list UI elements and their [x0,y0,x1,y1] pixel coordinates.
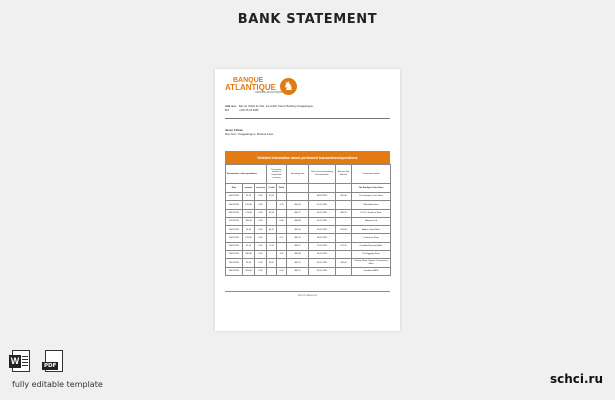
table-cell: XOF [255,251,267,259]
table-cell: XOF [255,209,267,217]
table-row [226,259,391,267]
footer-rule [225,291,390,292]
table-cell [336,267,352,275]
table-cell: Lindamaro Shop [352,234,391,242]
table-subheader [309,184,336,193]
table-cell: 15/01/2022 [226,234,243,242]
table-cell: 485,14 [287,226,309,234]
table-cell: 486,17 [287,242,309,250]
table-row [226,234,391,242]
table-cell: P.O.S - Goods In Store [352,209,391,217]
page-title: BANK STATEMENT [237,12,378,27]
transactions-banner: Detailed information about performed transactions/operations [225,151,390,164]
table-row [226,217,391,225]
site-name: schci.ru [549,372,603,386]
bank-address [225,105,395,113]
table-cell: 26-01-2022 [309,259,336,267]
table-cell: 11/01/2022 [226,217,243,225]
table-cell: 43,13 [267,209,277,217]
table-cell [277,193,287,201]
table-cell: 21,26 [243,242,255,250]
table-cell: The Sandytre Cairo Store [352,193,391,201]
table-cell: 19/01/2022 [226,251,243,259]
table-cell: 480,88 [287,251,309,259]
table-cell: 71,51 [267,242,277,250]
table-cell: 317,25 [336,242,352,250]
table-cell: 20-01-2022 [309,251,336,259]
table-cell: 09-01-2022 [309,209,336,217]
table-cell: 486,73 [287,259,309,267]
table-row [226,209,391,217]
table-subheader: The Sandytre Cairo Store [352,184,391,193]
table-cell: 316,02 [336,259,352,267]
table-cell [336,234,352,242]
table-cell: 07-01-2022 [309,201,336,209]
table-subheader [336,184,352,193]
table-cell [336,201,352,209]
table-cell [336,251,352,259]
table-subheader: currency [255,184,267,193]
table-cell: 18-01-2022 [309,234,336,242]
logo-tagline: GROUPE ATLANTIQUE [255,91,282,94]
table-cell: Grocery Store Organic Convenience Store [352,259,391,267]
table-cell: Holocene Ltd [352,217,391,225]
table-cell: 396,08 [243,217,255,225]
table-cell: XOF [255,217,267,225]
table-cell: Wahalaba home [352,201,391,209]
table-row [226,193,391,201]
table-header: Exchange rate [287,165,309,184]
table-cell: XOF [255,193,267,201]
pdf-label: PDF [44,363,57,369]
table-cell [336,217,352,225]
table-row [226,267,391,275]
table-cell: 26/01/2022 [226,259,243,267]
table-cell: XOF [255,226,267,234]
table-cell: 08/01/2022 [226,209,243,217]
table-cell: XOF [255,242,267,250]
table-cell: 09/01/2022 [309,193,336,201]
table-cell: 230,88 [243,251,255,259]
table-cell: Chorillab Bicycling Rides [352,242,391,250]
table-cell: 15-01-2022 [309,226,336,234]
pdf-icon [45,350,63,372]
table-cell [267,217,277,225]
table-cell: 44,17 [267,226,277,234]
table-cell: XOF [255,267,267,275]
divider [225,118,390,119]
table-subheader: Credit [267,184,277,193]
table-cell: XOF [255,259,267,267]
table-cell: 25,46 [243,259,255,267]
bank-logo [225,77,282,94]
transactions-table [225,164,391,276]
table-cell: 1,23 [277,201,287,209]
customer-address: Rue Non, Ouagadougou, Burkina Faso [225,132,274,136]
table-cell: Adidas Outlet Store [352,226,391,234]
table-cell: 215,08 [243,201,255,209]
phone-label: Tel [225,109,229,112]
logo-line1: BANQUE [233,77,264,84]
address-label: Add ress [225,105,237,108]
table-row [226,251,391,259]
table-cell [277,242,287,250]
table-cell: 25,45 [243,226,255,234]
table-cell: 485,44 [287,201,309,209]
word-letter: W [10,356,20,366]
editable-caption: fully editable template [12,380,103,389]
table-cell: The Eggplog Store [352,251,391,259]
table-cell: 06/01/2022 [226,193,243,201]
table-cell: XOF [255,201,267,209]
table-cell: 0,88 [277,217,287,225]
address-value: Ban de l'Hôtel de Ville, Immeuble Tiranro Building Ouagadougou, [239,105,314,108]
table-cell: 0,93 [277,267,287,275]
table-cell: 173,08 [243,209,255,217]
table-row [226,201,391,209]
table-cell [267,234,277,242]
table-cell: 353,48 [243,267,255,275]
footer-text: End of statement [298,294,317,297]
table-cell [287,193,309,201]
table-subheader: Date [226,184,243,193]
table-cell [277,259,287,267]
table-cell [277,209,287,217]
table-cell: 25,25 [243,193,255,201]
table-cell: 16/01/2022 [226,242,243,250]
table-subheader: amount [243,184,255,193]
table-subheader [287,184,309,193]
table-cell: 259,08 [336,226,352,234]
table-cell: 29-01-2022 [309,267,336,275]
table-group-header: Transactions, other operations [226,165,267,184]
table-header: Account Net balance [336,165,352,184]
table-row [226,226,391,234]
table-cell: 28/01/2022 [226,267,243,275]
table-cell [267,267,277,275]
table-header: Transaction amount in transaction currency [267,165,287,184]
logo-line2: ATLANTIQUE [225,83,276,92]
table-cell: 06/01/2022 [226,201,243,209]
word-lines [22,356,28,368]
table-row [226,242,391,250]
table-cell [267,251,277,259]
table-cell: 13-01-2022 [309,217,336,225]
customer-block [225,128,273,136]
table-cell: XOF [255,234,267,242]
table-cell: 986,25 [336,209,352,217]
phone-value: +226 25 33 6680 [239,109,259,112]
table-cell: 0,77 [277,234,287,242]
table-cell: 969,08 [336,193,352,201]
table-cell: Vandiestar ATM [352,267,391,275]
table-cell: 486,77 [287,209,309,217]
word-icon [12,350,30,372]
table-cell: 1,16 [277,251,287,259]
table-cell [277,226,287,234]
table-cell: 25,25 [267,193,277,201]
table-header: Transaction details [352,165,391,184]
table-cell: 34,07 [267,259,277,267]
table-subheader: Debit [277,184,287,193]
table-cell: 17-01-2022 [309,242,336,250]
table-cell: 179,08 [243,234,255,242]
table-cell: 486,88 [287,217,309,225]
table-cell [267,201,277,209]
customer-name: Jason Citizen [225,128,244,132]
horse-icon: ♞ [280,78,297,95]
table-cell: 485,74 [287,234,309,242]
statement-document [215,69,400,331]
table-cell: 13/01/2022 [226,226,243,234]
table-header: Date of account posting the transaction [309,165,336,184]
table-cell: 486,17 [287,267,309,275]
